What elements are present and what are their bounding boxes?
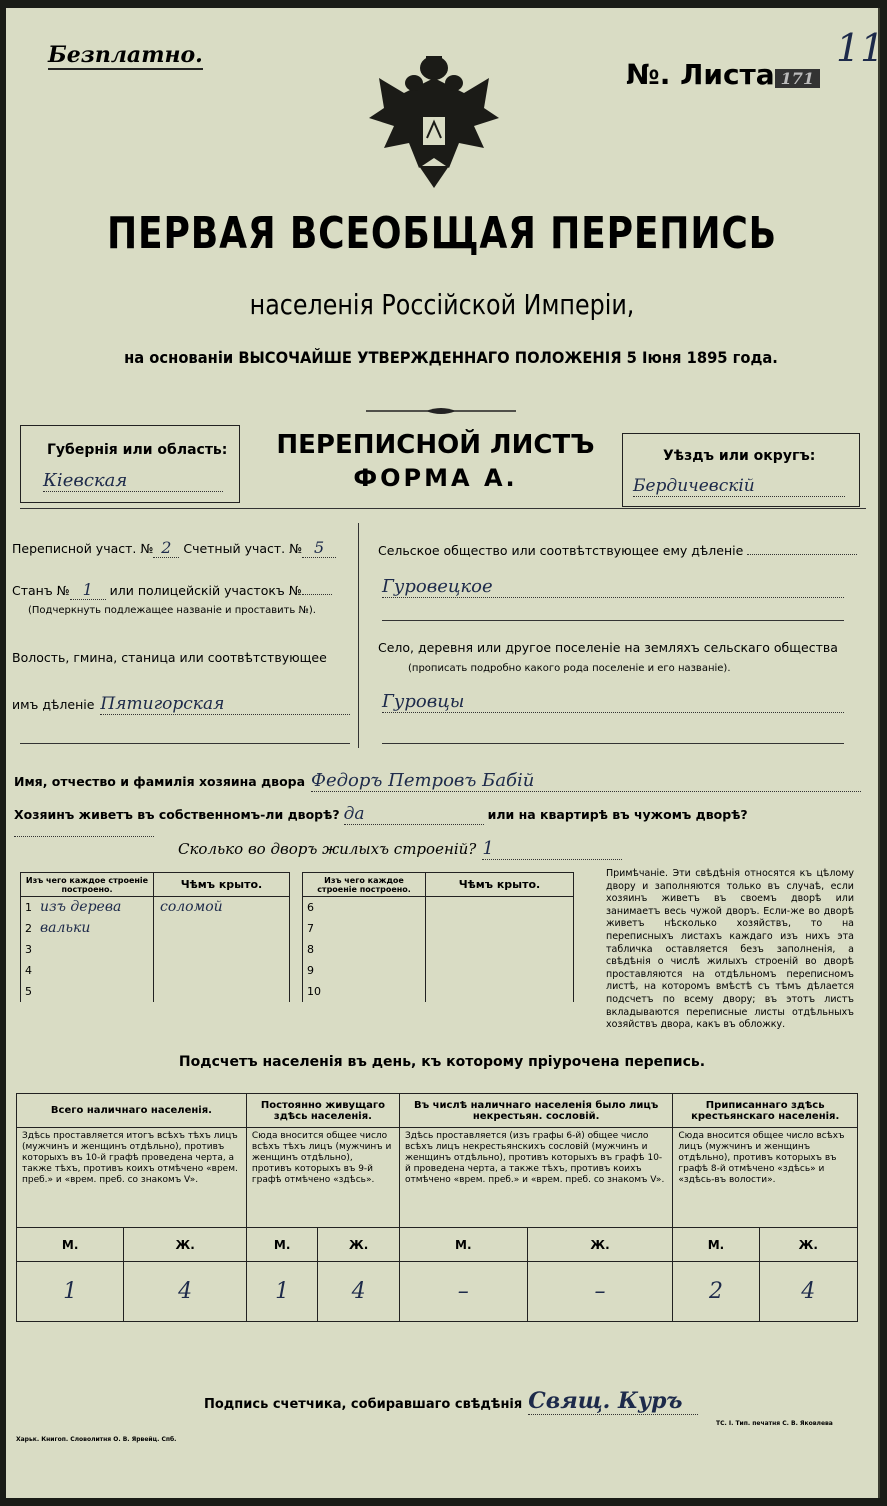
row-number: 3: [25, 943, 32, 956]
roof-value: [426, 960, 574, 981]
census-sheet: [6, 8, 885, 1498]
col-roof-header: Чѣмъ крыто.: [154, 873, 290, 897]
owner-name-field: Имя, отчество и фамилія хозяина двора Федоръ Петровъ Бабій: [14, 770, 861, 792]
count-column-title: Всего наличнаго населенія.: [17, 1094, 247, 1128]
population-count-table: [16, 1093, 858, 1322]
female-count: –: [527, 1262, 673, 1322]
volost-field: имъ дѣленіе Пятигорская: [12, 694, 350, 715]
count-row: [17, 1094, 858, 1128]
selo-label: Село, деревня или другое поселеніе на земляхъ сельскаго общества: [378, 640, 838, 655]
building-material-cell: [303, 897, 426, 918]
roof-value: [426, 981, 574, 1002]
building-material-cell: [21, 939, 154, 960]
buildings-table-left: [20, 872, 290, 1002]
female-count: 4: [759, 1262, 857, 1322]
signature-field: Подпись счетчика, собиравшаго свѣдѣнія Свящ. Куръ: [204, 1388, 698, 1415]
count-column-title: Приписаннаго здѣсь крестьянскаго населенія.: [673, 1094, 858, 1128]
column-divider: [358, 523, 359, 748]
roof-value: [426, 897, 574, 918]
male-count: 2: [673, 1262, 759, 1322]
stan-note: (Подчеркнуть подлежащее названіе и проставить №).: [28, 605, 316, 616]
divider: [20, 508, 866, 509]
male-count: 1: [246, 1262, 317, 1322]
selo-note: (прописать подробно какого рода поселеніе и его названіе).: [408, 663, 731, 674]
row-number: 7: [307, 922, 314, 935]
sheet-number-label: №. Листа 171: [626, 58, 820, 91]
male-header: М.: [673, 1228, 759, 1262]
building-row: [303, 897, 574, 918]
building-row: [303, 960, 574, 981]
gubernia-label: Губернія или область:: [47, 442, 228, 458]
building-row: [303, 918, 574, 939]
building-material-cell: [21, 897, 154, 918]
row-number: 10: [307, 985, 321, 998]
basis-line: на основаніи ВЫСОЧАЙШЕ УТВЕРЖДЕННАГО ПОЛОЖЕНІЯ 5 Іюня 1895 года.: [124, 348, 778, 367]
building-row: [21, 939, 290, 960]
building-material-cell: [303, 981, 426, 1002]
row-number: 6: [307, 901, 314, 915]
building-material-cell: [303, 939, 426, 960]
roof-value: соломой: [154, 897, 290, 918]
perepisnoy-field: Переписной участ. № 2 Счетный участ. № 5: [12, 538, 336, 558]
count-column-desc: Сюда вносится общее число всѣхъ тѣхъ лицъ (мужчинъ и женщинъ отдѣльно), противъ которыхъ въ 9-й графѣ отмѣчено «здѣсь».: [246, 1128, 399, 1228]
gubernia-value: Кіевская: [43, 470, 223, 492]
col-material-header: Изъ чего каждое строеніе построено.: [21, 873, 154, 897]
subtitle: населенія Россійской Имперіи,: [249, 288, 635, 321]
row-number: 4: [25, 964, 32, 977]
row-number: 2: [25, 922, 32, 935]
roof-value: [154, 960, 290, 981]
female-count: 4: [318, 1262, 400, 1322]
row-number: 5: [25, 985, 32, 998]
material-value: вальки: [40, 920, 91, 936]
row-number: 9: [307, 964, 314, 977]
count-column-desc: Здѣсь проставляется (изъ графы 6-й) общее число всѣхъ лицъ некрестьянскихъ сословій (мужчинъ и женщинъ отдѣльно), противъ которыхъ въ графѣ 10-й проведена черта, а также тѣхъ, противъ коихъ отмѣчено «врем. преб.» и «врем. преб. со знакомъ V».: [399, 1128, 672, 1228]
volost-label: Волость, гмина, станица или соотвѣтствующее: [12, 650, 327, 665]
uezd-value: Бердичевскій: [633, 476, 845, 497]
selskoe-field: Сельское общество или соотвѣтствующее ему дѣленіе: [378, 543, 857, 558]
roof-value: [154, 981, 290, 1002]
building-row: [21, 918, 290, 939]
count-row: [17, 1128, 858, 1228]
building-material-cell: [21, 960, 154, 981]
roof-value: [426, 918, 574, 939]
selskoe-value: Гуровецкое: [382, 576, 844, 598]
row-number: 1: [25, 901, 32, 915]
roof-value: [154, 918, 290, 939]
buildings-note: Примѣчаніе. Эти свѣдѣнія относятся къ цѣлому двору и заполняются только въ случаѣ, если хозяинъ живетъ въ своемъ дворѣ или занимаетъ весь чужой дворъ. Если-же во дворѣ живетъ нѣсколько хозяйствъ, то на переписныхъ листахъ каждаго изъ нихъ эта табличка оставляется безъ заполненія, а свѣдѣнія о числѣ жилыхъ строеній во дворѣ проставляются на отдѣльномъ переписномъ листѣ, на которомъ вмѣстѣ съ тѣмъ дѣлается подсчетъ по всему двору; въ этотъ листъ вкладываются переписные листы отдѣльныхъ хозяйствъ двора, какъ въ обложку.: [606, 868, 854, 1031]
female-header: Ж.: [759, 1228, 857, 1262]
selo-value: Гуровцы: [382, 691, 844, 713]
uezd-box: [622, 433, 860, 507]
count-column-title: Постоянно живущаго здѣсь населенія.: [246, 1094, 399, 1128]
printer-left: Харьк. Книгоп. Словолитня О. В. Ярвейц. Спб.: [16, 1436, 177, 1443]
count-column-title: Въ числѣ наличнаго населенія было лицъ некрестьян. сословій.: [399, 1094, 672, 1128]
building-row: [303, 981, 574, 1002]
roof-value: [426, 939, 574, 960]
roof-value: [154, 939, 290, 960]
owner-lives-field: Хозяинъ живетъ въ собственномъ-ли дворѣ? да или на квартирѣ въ чужомъ дворѣ?: [14, 804, 878, 840]
count-row: [17, 1228, 858, 1262]
buildings-table-right: [302, 872, 574, 1002]
uezd-label: Уѣздъ или округъ:: [663, 448, 816, 464]
male-header: М.: [246, 1228, 317, 1262]
blank-line: [382, 743, 844, 744]
imperial-eagle-icon: [364, 48, 504, 193]
building-material-cell: [21, 918, 154, 939]
female-header: Ж.: [124, 1228, 247, 1262]
ornament-divider: [366, 400, 516, 406]
building-material-cell: [303, 960, 426, 981]
female-header: Ж.: [318, 1228, 400, 1262]
blank-line: [382, 620, 844, 621]
building-row: [21, 981, 290, 1002]
male-count: –: [399, 1262, 527, 1322]
female-header: Ж.: [527, 1228, 673, 1262]
free-label: Безплатно.: [48, 42, 203, 68]
female-count: 4: [124, 1262, 247, 1322]
col-material-header: Изъ чего каждое строеніе построено.: [303, 873, 426, 897]
count-heading: Подсчетъ населенія въ день, къ которому пріурочена перепись.: [178, 1054, 706, 1070]
corner-mark: 11: [836, 26, 885, 70]
building-material-cell: [21, 981, 154, 1002]
form-title: ПЕРЕПИСНОЙ ЛИСТЪ: [276, 430, 595, 460]
count-row: [17, 1262, 858, 1322]
blank-line: [20, 743, 350, 744]
material-value: изъ дерева: [40, 899, 122, 916]
building-row: [303, 939, 574, 960]
male-header: М.: [17, 1228, 124, 1262]
building-row: [21, 960, 290, 981]
main-title: ПЕРВАЯ ВСЕОБЩАЯ ПЕРЕПИСЬ: [107, 208, 777, 259]
gubernia-box: [20, 425, 240, 503]
building-count-field: Сколько во дворъ жилыхъ строеній? 1: [178, 838, 622, 860]
row-number: 8: [307, 943, 314, 956]
stan-field: Станъ № 1 или полицейскій участокъ №: [12, 580, 332, 600]
male-count: 1: [17, 1262, 124, 1322]
col-roof-header: Чѣмъ крыто.: [426, 873, 574, 897]
printer-right: ТС. І. Тип. печатня С. В. Яковлева: [716, 1420, 833, 1427]
count-column-desc: Сюда вносится общее число всѣхъ лицъ (мужчинъ и женщинъ отдѣльно), противъ которыхъ въ графѣ 8-й отмѣчено «здѣсь» и «здѣсь-въ волости».: [673, 1128, 858, 1228]
form-title-block: [248, 430, 623, 492]
count-column-desc: Здѣсь проставляется итогъ всѣхъ тѣхъ лицъ (мужчинъ и женщинъ отдѣльно), противъ которыхъ въ 10-й графѣ проведена черта, а также тѣхъ, противъ коихъ отмѣчено «врем. преб.» и «врем. преб. со знакомъ V».: [17, 1128, 247, 1228]
building-row: [21, 897, 290, 918]
male-header: М.: [399, 1228, 527, 1262]
form-type: ФОРМА А.: [353, 464, 518, 492]
building-material-cell: [303, 918, 426, 939]
